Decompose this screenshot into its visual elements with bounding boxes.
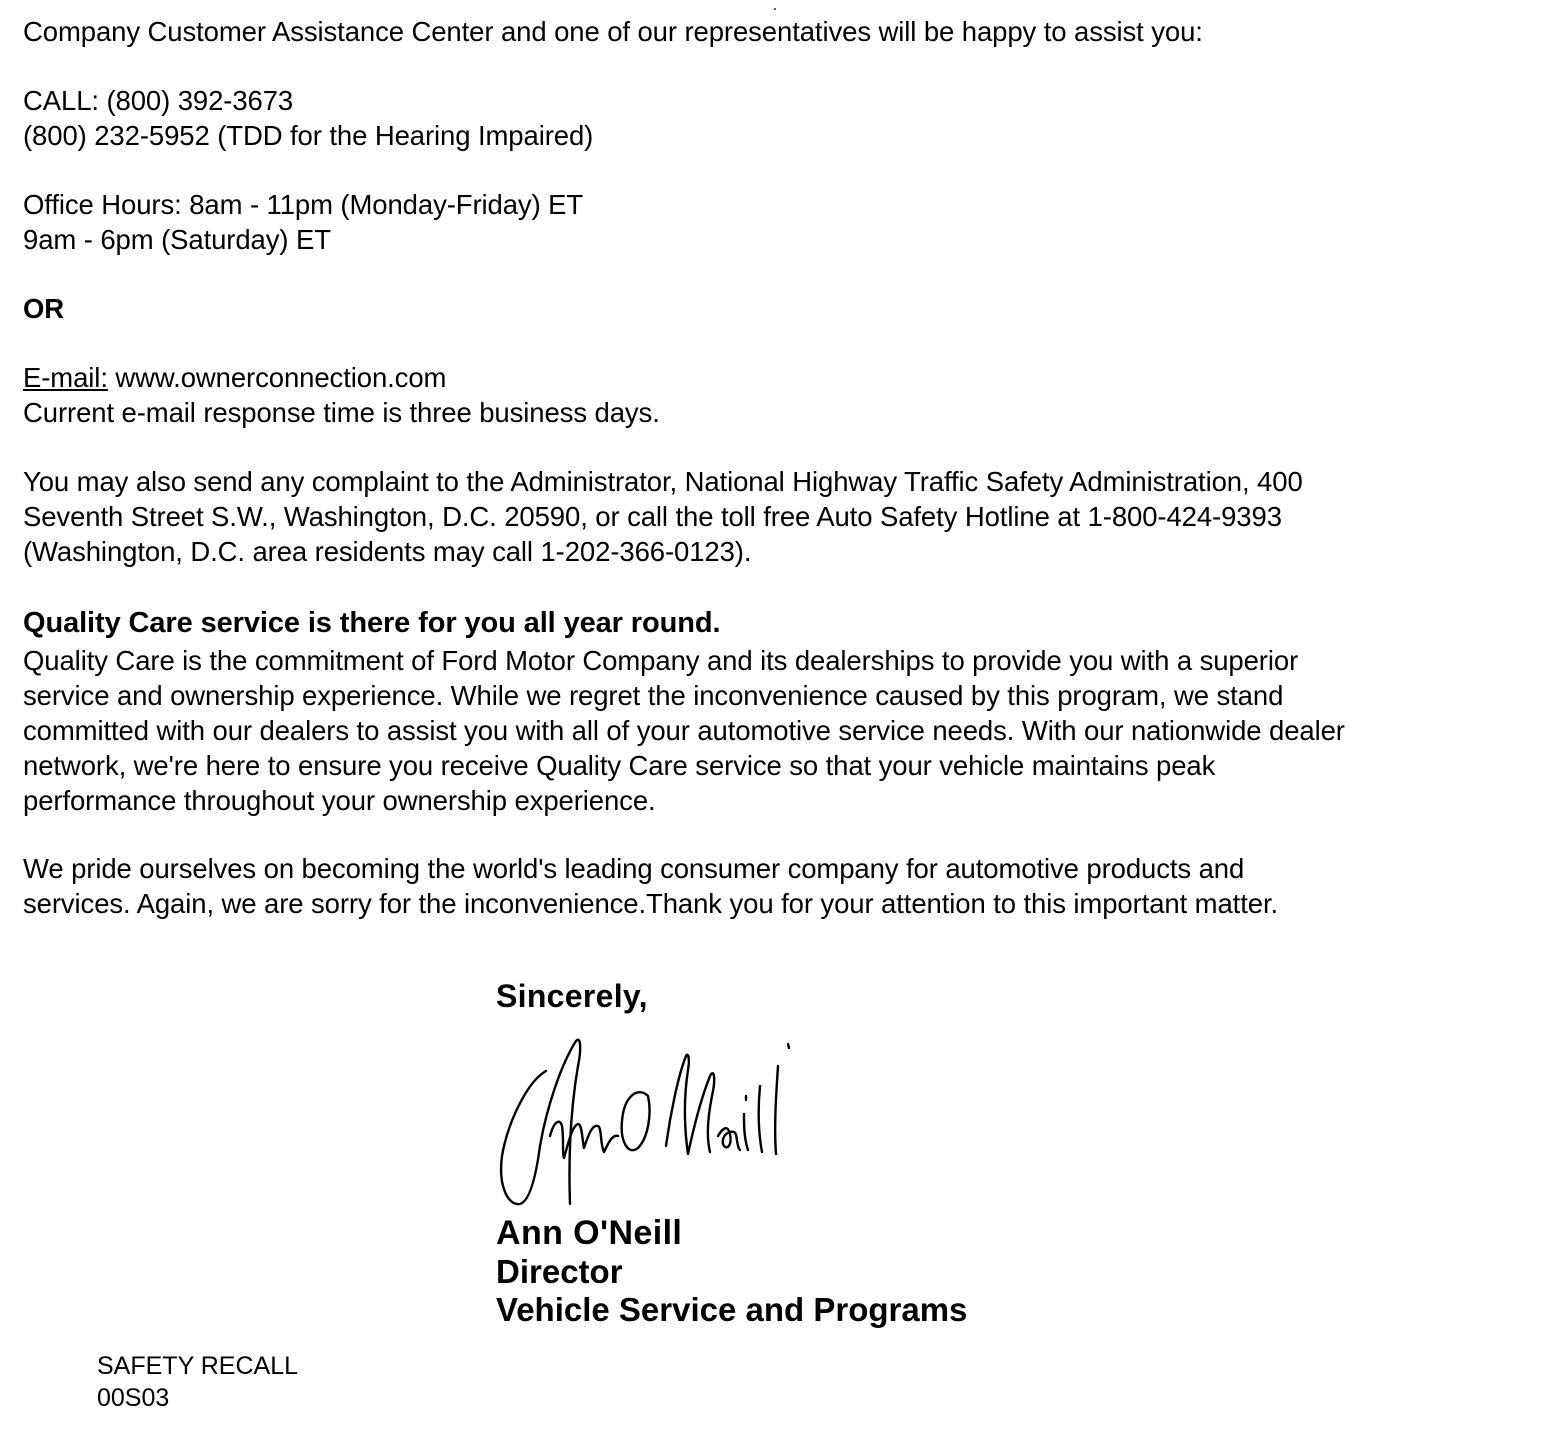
closing-salutation: Sincerely, (496, 978, 648, 1014)
tdd-number: (800) 232-5952 (TDD for the Hearing Impaired) (23, 120, 594, 151)
closing-paragraph-line: We pride ourselves on becoming the world's leading consumer company for automotive products and (23, 853, 1245, 884)
quality-care-text-line: committed with our dealers to assist you with all of your automotive service needs. With our nationwide dealer (23, 715, 1345, 746)
email-response-time: Current e-mail response time is three business days. (23, 397, 660, 428)
quality-care-text-line: network, we're here to ensure you receive Quality Care service so that your vehicle maintains peak (23, 750, 1216, 781)
signer-title: Director (496, 1253, 623, 1290)
email-line (23, 360, 446, 395)
signer-name: Ann O'Neill (496, 1214, 683, 1252)
quality-care-text-line: performance throughout your ownership experience. (23, 785, 656, 816)
nhtsa-text-line: Seventh Street S.W., Washington, D.C. 20590, or call the toll free Auto Safety Hotline at 1-800-424-9393 (23, 501, 1282, 532)
closing-paragraph-line: services. Again, we are sorry for the inconvenience.Thank you for your attention to this important matter. (23, 888, 1279, 919)
office-hours-saturday: 9am - 6pm (Saturday) ET (23, 224, 331, 255)
email-label: E-mail: (23, 362, 108, 393)
quality-care-text-line: Quality Care is the commitment of Ford Motor Company and its dealerships to provide you with a superior (23, 645, 1299, 676)
signer-department: Vehicle Service and Programs (496, 1291, 968, 1328)
safety-recall-code: 00S03 (97, 1384, 170, 1412)
office-hours-weekday: Office Hours: 8am - 11pm (Monday-Friday) ET (23, 189, 584, 220)
intro-text: Company Customer Assistance Center and one of our representatives will be happy to assist you: (23, 16, 1203, 47)
nhtsa-text-line: You may also send any complaint to the Administrator, National Highway Traffic Safety Administration, 400 (23, 466, 1303, 497)
scan-speck (774, 8, 776, 10)
email-url: www.ownerconnection.com (107, 362, 447, 393)
quality-care-text-line: service and ownership experience. While we regret the inconvenience caused by this program, we stand (23, 680, 1284, 711)
or-separator: OR (23, 293, 65, 324)
call-number: CALL: (800) 392-3673 (23, 85, 294, 116)
nhtsa-text-line: (Washington, D.C. area residents may call 1-202-366-0123). (23, 536, 752, 567)
quality-care-heading: Quality Care service is there for you all year round. (23, 607, 721, 639)
safety-recall-label: SAFETY RECALL (97, 1352, 299, 1380)
handwritten-signature (488, 1026, 798, 1211)
